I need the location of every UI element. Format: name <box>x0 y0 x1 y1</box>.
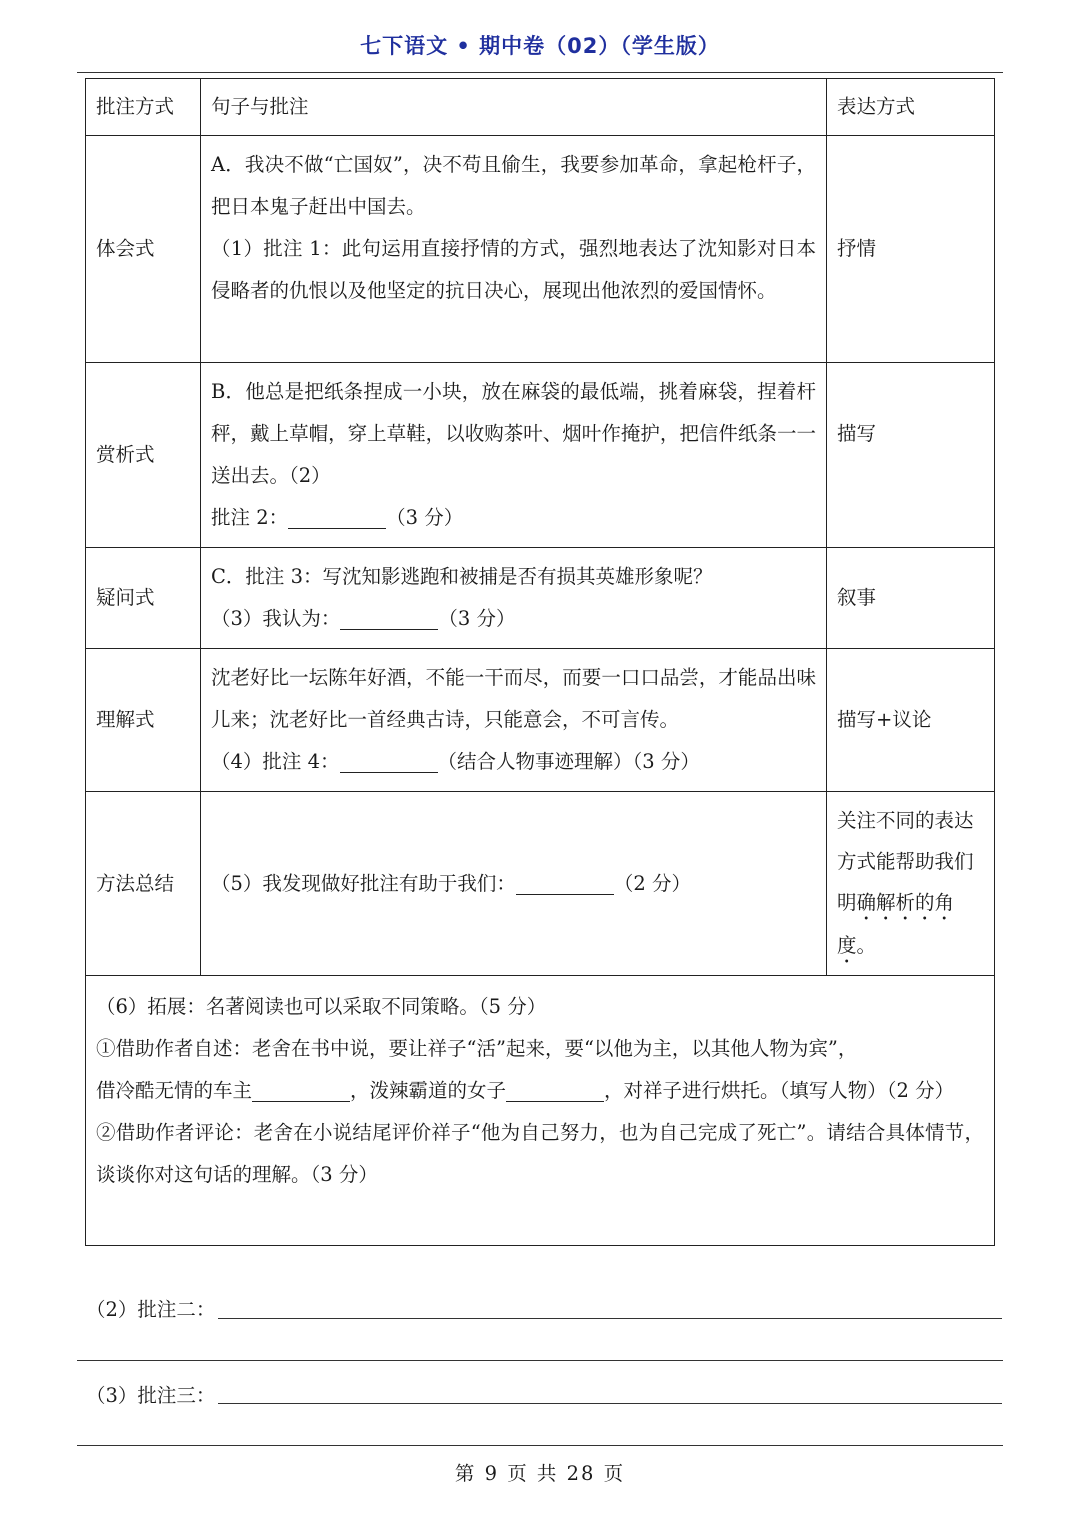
annotation-3-label: （3）我认为： <box>211 607 341 630</box>
row-content <box>201 649 827 792</box>
table-row <box>86 649 995 792</box>
page-number: 第 9 页 共 28 页 <box>454 1462 626 1485</box>
row-content <box>201 792 827 976</box>
score-label: （3 分） <box>438 607 516 630</box>
annotation-2-label: 批注 2： <box>211 506 289 529</box>
extension-item-1-fill <box>96 1070 984 1112</box>
row-method: 理解式 <box>86 649 201 792</box>
table-header-row <box>86 79 995 136</box>
table-row <box>86 548 995 649</box>
answer-blank[interactable] <box>516 872 614 894</box>
row-expression: 抒情 <box>827 136 995 363</box>
header-divider <box>77 72 1003 73</box>
annotation-1: （1）批注 1：此句运用直接抒情的方式，强烈地表达了沈知影对日本侵略者的仇恨以及他坚定的抗日决心，展现出他浓烈的爱国情怀。 <box>211 237 816 302</box>
expression-text: 关注不同的表达方式能帮助我们明 <box>837 808 974 914</box>
hint-label: （结合人物事迹理解）（3 分） <box>437 750 700 773</box>
answer-line[interactable] <box>218 1403 1002 1404</box>
emphasized-text: 确解析 <box>856 890 916 914</box>
annotation-3 <box>211 598 816 640</box>
score-label: （3 分） <box>386 506 464 529</box>
row-method: 赏析式 <box>86 363 201 548</box>
row-content <box>201 363 827 548</box>
emphasized-text: 的角度 <box>837 890 955 957</box>
fill-prefix: 借冷酷无情的车主 <box>96 1079 253 1102</box>
row-expression: 描写+议论 <box>827 649 995 792</box>
row-content <box>201 548 827 649</box>
extension-row <box>86 976 995 1246</box>
annotation-4-label: （4）批注 4： <box>211 750 340 773</box>
fill-middle: ，泼辣霸道的女子 <box>350 1079 507 1102</box>
table-row <box>86 363 995 548</box>
header-cell-sentence: 句子与批注 <box>201 79 827 136</box>
answer-line[interactable] <box>77 1360 1003 1361</box>
row-content <box>201 136 827 363</box>
answer-line[interactable] <box>218 1318 1002 1319</box>
row-expression: 描写 <box>827 363 995 548</box>
answer-blank[interactable] <box>252 1080 350 1102</box>
row-expression: 叙事 <box>827 548 995 649</box>
answer-blank[interactable] <box>288 507 386 529</box>
expression-text-end: 。 <box>856 933 877 957</box>
annotation-2 <box>211 497 816 539</box>
answer-blank[interactable] <box>340 608 438 630</box>
score-label: （2 分） <box>613 871 692 895</box>
extension-title: （6）拓展：名著阅读也可以采取不同策略。（5 分） <box>96 995 547 1018</box>
table-row <box>86 136 995 363</box>
sentence-a: A．我决不做“亡国奴”，决不苟且偷生，我要参加革命，拿起枪杆子，把日本鬼子赶出中国去。 <box>211 153 816 218</box>
answer-line[interactable] <box>77 1445 1003 1446</box>
summary-label: （5）我发现做好批注有助于我们： <box>211 871 516 895</box>
table-row <box>86 792 995 976</box>
annotation-4 <box>211 741 816 783</box>
answer-blank[interactable] <box>340 751 438 773</box>
row-method: 方法总结 <box>86 792 201 976</box>
sentence-d: 沈老好比一坛陈年好酒，不能一干而尽，而要一口口品尝，才能品出味儿来；沈老好比一首经典古诗，只能意会，不可言传。 <box>211 666 816 731</box>
page-header-title: 七下语文 • 期中卷（02）（学生版） <box>360 34 720 58</box>
answer-blank[interactable] <box>506 1080 604 1102</box>
header-cell-expression: 表达方式 <box>827 79 995 136</box>
row-method: 疑问式 <box>86 548 201 649</box>
answer-label-2: （2）批注二： <box>86 1298 216 1321</box>
extension-content <box>86 976 995 1246</box>
sentence-b: B．他总是把纸条捏成一小块，放在麻袋的最低端，挑着麻袋，捏着杆秤，戴上草帽，穿上草鞋，以收购茶叶、烟叶作掩护，把信件纸条一一送出去。（2） <box>211 380 816 487</box>
fill-suffix: ，对祥子进行烘托。（填写人物）（2 分） <box>604 1079 955 1102</box>
row-expression <box>827 792 995 976</box>
header-cell-method: 批注方式 <box>86 79 201 136</box>
answer-label-3: （3）批注三： <box>86 1384 216 1407</box>
extension-item-1: ①借助作者自述：老舍在书中说，要让祥子“活”起来，要“以他为主，以其他人物为宾”， <box>96 1037 858 1060</box>
row-method: 体会式 <box>86 136 201 363</box>
sentence-c: C．批注 3：写沈知影逃跑和被捕是否有损其英雄形象呢？ <box>211 565 713 588</box>
annotation-table <box>85 78 995 1246</box>
extension-item-2: ②借助作者评论：老舍在小说结尾评价祥子“他为自己努力，也为自己完成了死亡”。请结合具体情节，谈谈你对这句话的理解。（3 分） <box>96 1121 984 1186</box>
